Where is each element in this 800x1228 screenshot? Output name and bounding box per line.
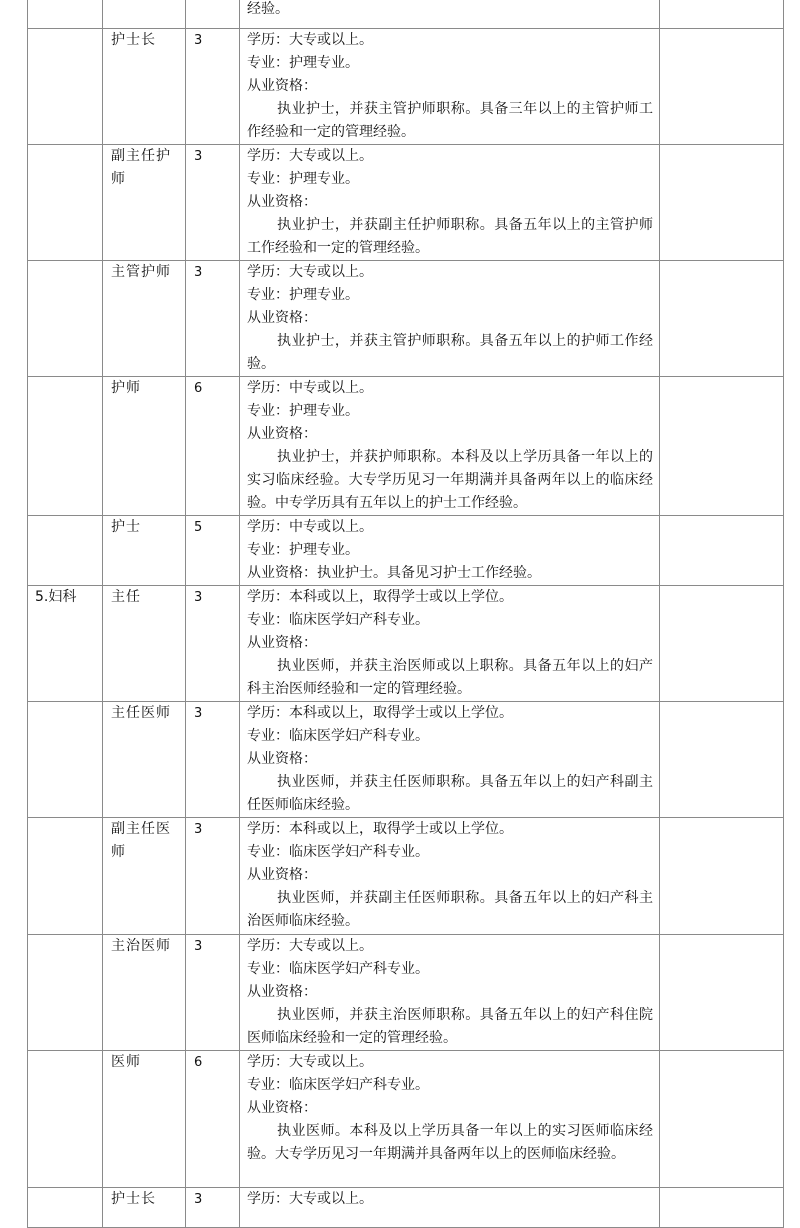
requirement-line: 学历：本科或以上，取得学士或以上学位。 bbox=[247, 589, 513, 605]
remarks-cell bbox=[660, 261, 784, 377]
requirement-line: 学历：大专或以上。 bbox=[247, 32, 373, 48]
position-cell bbox=[103, 261, 186, 377]
department-cell bbox=[28, 935, 103, 1051]
qualification-detail: 执业医师，并获主治医师职称。具备五年以上的妇产科住院医师临床经验和一定的管理经验。 bbox=[247, 1007, 653, 1046]
headcount-cell: 6 bbox=[186, 1051, 240, 1188]
table-row bbox=[28, 377, 784, 516]
department-cell bbox=[28, 516, 103, 586]
position-title: 副主任护师 bbox=[111, 148, 171, 187]
position-cell bbox=[103, 516, 186, 586]
requirement-line: 学历：大专或以上。 bbox=[247, 264, 373, 280]
headcount-cell: 3 bbox=[186, 1188, 240, 1228]
requirement-line: 专业：临床医学妇产科专业。 bbox=[247, 612, 429, 628]
requirement-line: 从业资格： bbox=[247, 984, 317, 1000]
requirement-line: 从业资格： bbox=[247, 78, 317, 94]
headcount-cell: 5 bbox=[186, 516, 240, 586]
requirements-cell bbox=[240, 818, 660, 935]
position-title: 主任 bbox=[111, 589, 141, 605]
position-title: 护士长 bbox=[111, 1191, 156, 1207]
position-cell bbox=[103, 818, 186, 935]
table-row bbox=[28, 145, 784, 261]
remarks-cell bbox=[660, 0, 784, 29]
remarks-cell bbox=[660, 935, 784, 1051]
headcount-cell bbox=[186, 0, 240, 29]
requirements-cell bbox=[240, 702, 660, 818]
department-cell bbox=[28, 702, 103, 818]
position-cell bbox=[103, 1051, 186, 1188]
headcount-cell: 6 bbox=[186, 377, 240, 516]
headcount-cell: 3 bbox=[186, 935, 240, 1051]
requirement-line: 专业：临床医学妇产科专业。 bbox=[247, 1077, 429, 1093]
table-row bbox=[28, 0, 784, 29]
position-cell bbox=[103, 0, 186, 29]
department-cell: 5.妇科 bbox=[28, 586, 103, 702]
remarks-cell bbox=[660, 29, 784, 145]
requirement-line: 学历：大专或以上。 bbox=[247, 1054, 373, 1070]
requirement-line: 专业：临床医学妇产科专业。 bbox=[247, 728, 429, 744]
position-title: 护士 bbox=[111, 519, 141, 535]
table-row bbox=[28, 516, 784, 586]
staffing-requirements-table bbox=[27, 0, 784, 1228]
department-cell bbox=[28, 0, 103, 29]
headcount-cell: 3 bbox=[186, 145, 240, 261]
table-row bbox=[28, 1051, 784, 1188]
remarks-cell bbox=[660, 516, 784, 586]
remarks-cell bbox=[660, 818, 784, 935]
qualification-detail: 执业医师，并获副主任医师职称。具备五年以上的妇产科主治医师临床经验。 bbox=[247, 890, 653, 929]
position-cell bbox=[103, 1188, 186, 1228]
requirement-line: 专业：护理专业。 bbox=[247, 171, 359, 187]
remarks-cell bbox=[660, 702, 784, 818]
headcount-cell: 3 bbox=[186, 818, 240, 935]
headcount-cell: 3 bbox=[186, 702, 240, 818]
qualification-detail: 执业医师，并获主任医师职称。具备五年以上的妇产科副主任医师临床经验。 bbox=[247, 774, 653, 813]
requirements-cell bbox=[240, 1051, 660, 1188]
requirements-cell bbox=[240, 145, 660, 261]
position-title: 副主任医师 bbox=[111, 821, 171, 860]
position-title: 医师 bbox=[111, 1054, 141, 1070]
table-row bbox=[28, 702, 784, 818]
table-row bbox=[28, 1188, 784, 1228]
requirement-line: 学历：本科或以上，取得学士或以上学位。 bbox=[247, 821, 513, 837]
requirement-line: 从业资格： bbox=[247, 635, 317, 651]
requirement-line: 学历：大专或以上。 bbox=[247, 148, 373, 164]
department-cell bbox=[28, 261, 103, 377]
requirement-line: 学历：本科或以上，取得学士或以上学位。 bbox=[247, 705, 513, 721]
requirement-line: 学历：中专或以上。 bbox=[247, 519, 373, 535]
requirement-line: 从业资格： bbox=[247, 194, 317, 210]
requirements-cell bbox=[240, 377, 660, 516]
department-cell bbox=[28, 377, 103, 516]
requirement-line: 从业资格： bbox=[247, 867, 317, 883]
position-title: 主任医师 bbox=[111, 705, 171, 721]
position-title: 护师 bbox=[111, 380, 141, 396]
requirement-line: 学历：中专或以上。 bbox=[247, 380, 373, 396]
qualification-detail: 执业护士，并获护师职称。本科及以上学历具备一年以上的实习临床经验。大专学历见习一年期满并具备两年以上的临床经验。中专学历具有五年以上的护士工作经验。 bbox=[247, 449, 653, 511]
requirement-line: 从业资格： bbox=[247, 751, 317, 767]
position-cell bbox=[103, 935, 186, 1051]
position-cell bbox=[103, 586, 186, 702]
position-title: 主治医师 bbox=[111, 938, 171, 954]
position-cell bbox=[103, 377, 186, 516]
requirement-line: 专业：护理专业。 bbox=[247, 55, 359, 71]
table-row bbox=[28, 935, 784, 1051]
table-row bbox=[28, 261, 784, 377]
remarks-cell bbox=[660, 377, 784, 516]
requirement-line: 学历：大专或以上。 bbox=[247, 1191, 373, 1207]
department-cell bbox=[28, 29, 103, 145]
qualification-detail: 执业医师，并获主治医师或以上职称。具备五年以上的妇产科主治医师经验和一定的管理经验。 bbox=[247, 658, 653, 697]
requirement-line: 从业资格： bbox=[247, 426, 317, 442]
requirements-cell bbox=[240, 1188, 660, 1228]
table-row bbox=[28, 586, 784, 702]
department-cell bbox=[28, 818, 103, 935]
department-cell bbox=[28, 1051, 103, 1188]
remarks-cell bbox=[660, 1188, 784, 1228]
position-cell bbox=[103, 29, 186, 145]
requirement-line: 从业资格： bbox=[247, 1100, 317, 1116]
requirements-cell bbox=[240, 586, 660, 702]
qualification-detail: 执业护士，并获主管护师职称。具备三年以上的主管护师工作经验和一定的管理经验。 bbox=[247, 101, 653, 140]
requirements-cell bbox=[240, 261, 660, 377]
department-cell bbox=[28, 1188, 103, 1228]
requirements-cell bbox=[240, 0, 660, 29]
headcount-cell: 3 bbox=[186, 261, 240, 377]
requirement-line: 从业资格： bbox=[247, 310, 317, 326]
requirement-line: 经验。 bbox=[247, 1, 289, 17]
table-row bbox=[28, 818, 784, 935]
remarks-cell bbox=[660, 145, 784, 261]
department-cell bbox=[28, 145, 103, 261]
position-title: 护士长 bbox=[111, 32, 156, 48]
headcount-cell: 3 bbox=[186, 29, 240, 145]
table-body bbox=[28, 0, 784, 1228]
requirements-cell bbox=[240, 935, 660, 1051]
requirement-line: 专业：护理专业。 bbox=[247, 287, 359, 303]
position-cell bbox=[103, 702, 186, 818]
requirement-line: 学历：大专或以上。 bbox=[247, 938, 373, 954]
requirement-line: 专业：临床医学妇产科专业。 bbox=[247, 961, 429, 977]
position-cell bbox=[103, 145, 186, 261]
requirements-cell bbox=[240, 29, 660, 145]
headcount-cell: 3 bbox=[186, 586, 240, 702]
table-row bbox=[28, 29, 784, 145]
requirement-line: 从业资格：执业护士。具备见习护士工作经验。 bbox=[247, 565, 541, 581]
qualification-detail: 执业护士，并获副主任护师职称。具备五年以上的主管护师工作经验和一定的管理经验。 bbox=[247, 217, 653, 256]
requirement-line: 专业：护理专业。 bbox=[247, 403, 359, 419]
remarks-cell bbox=[660, 1051, 784, 1188]
remarks-cell bbox=[660, 586, 784, 702]
qualification-detail: 执业护士，并获主管护师职称。具备五年以上的护师工作经验。 bbox=[247, 333, 653, 372]
qualification-detail: 执业医师。本科及以上学历具备一年以上的实习医师临床经验。大专学历见习一年期满并具备两年以上的医师临床经验。 bbox=[247, 1123, 653, 1162]
requirement-line: 专业：护理专业。 bbox=[247, 542, 359, 558]
requirement-line: 专业：临床医学妇产科专业。 bbox=[247, 844, 429, 860]
requirements-cell bbox=[240, 516, 660, 586]
position-title: 主管护师 bbox=[111, 264, 171, 280]
